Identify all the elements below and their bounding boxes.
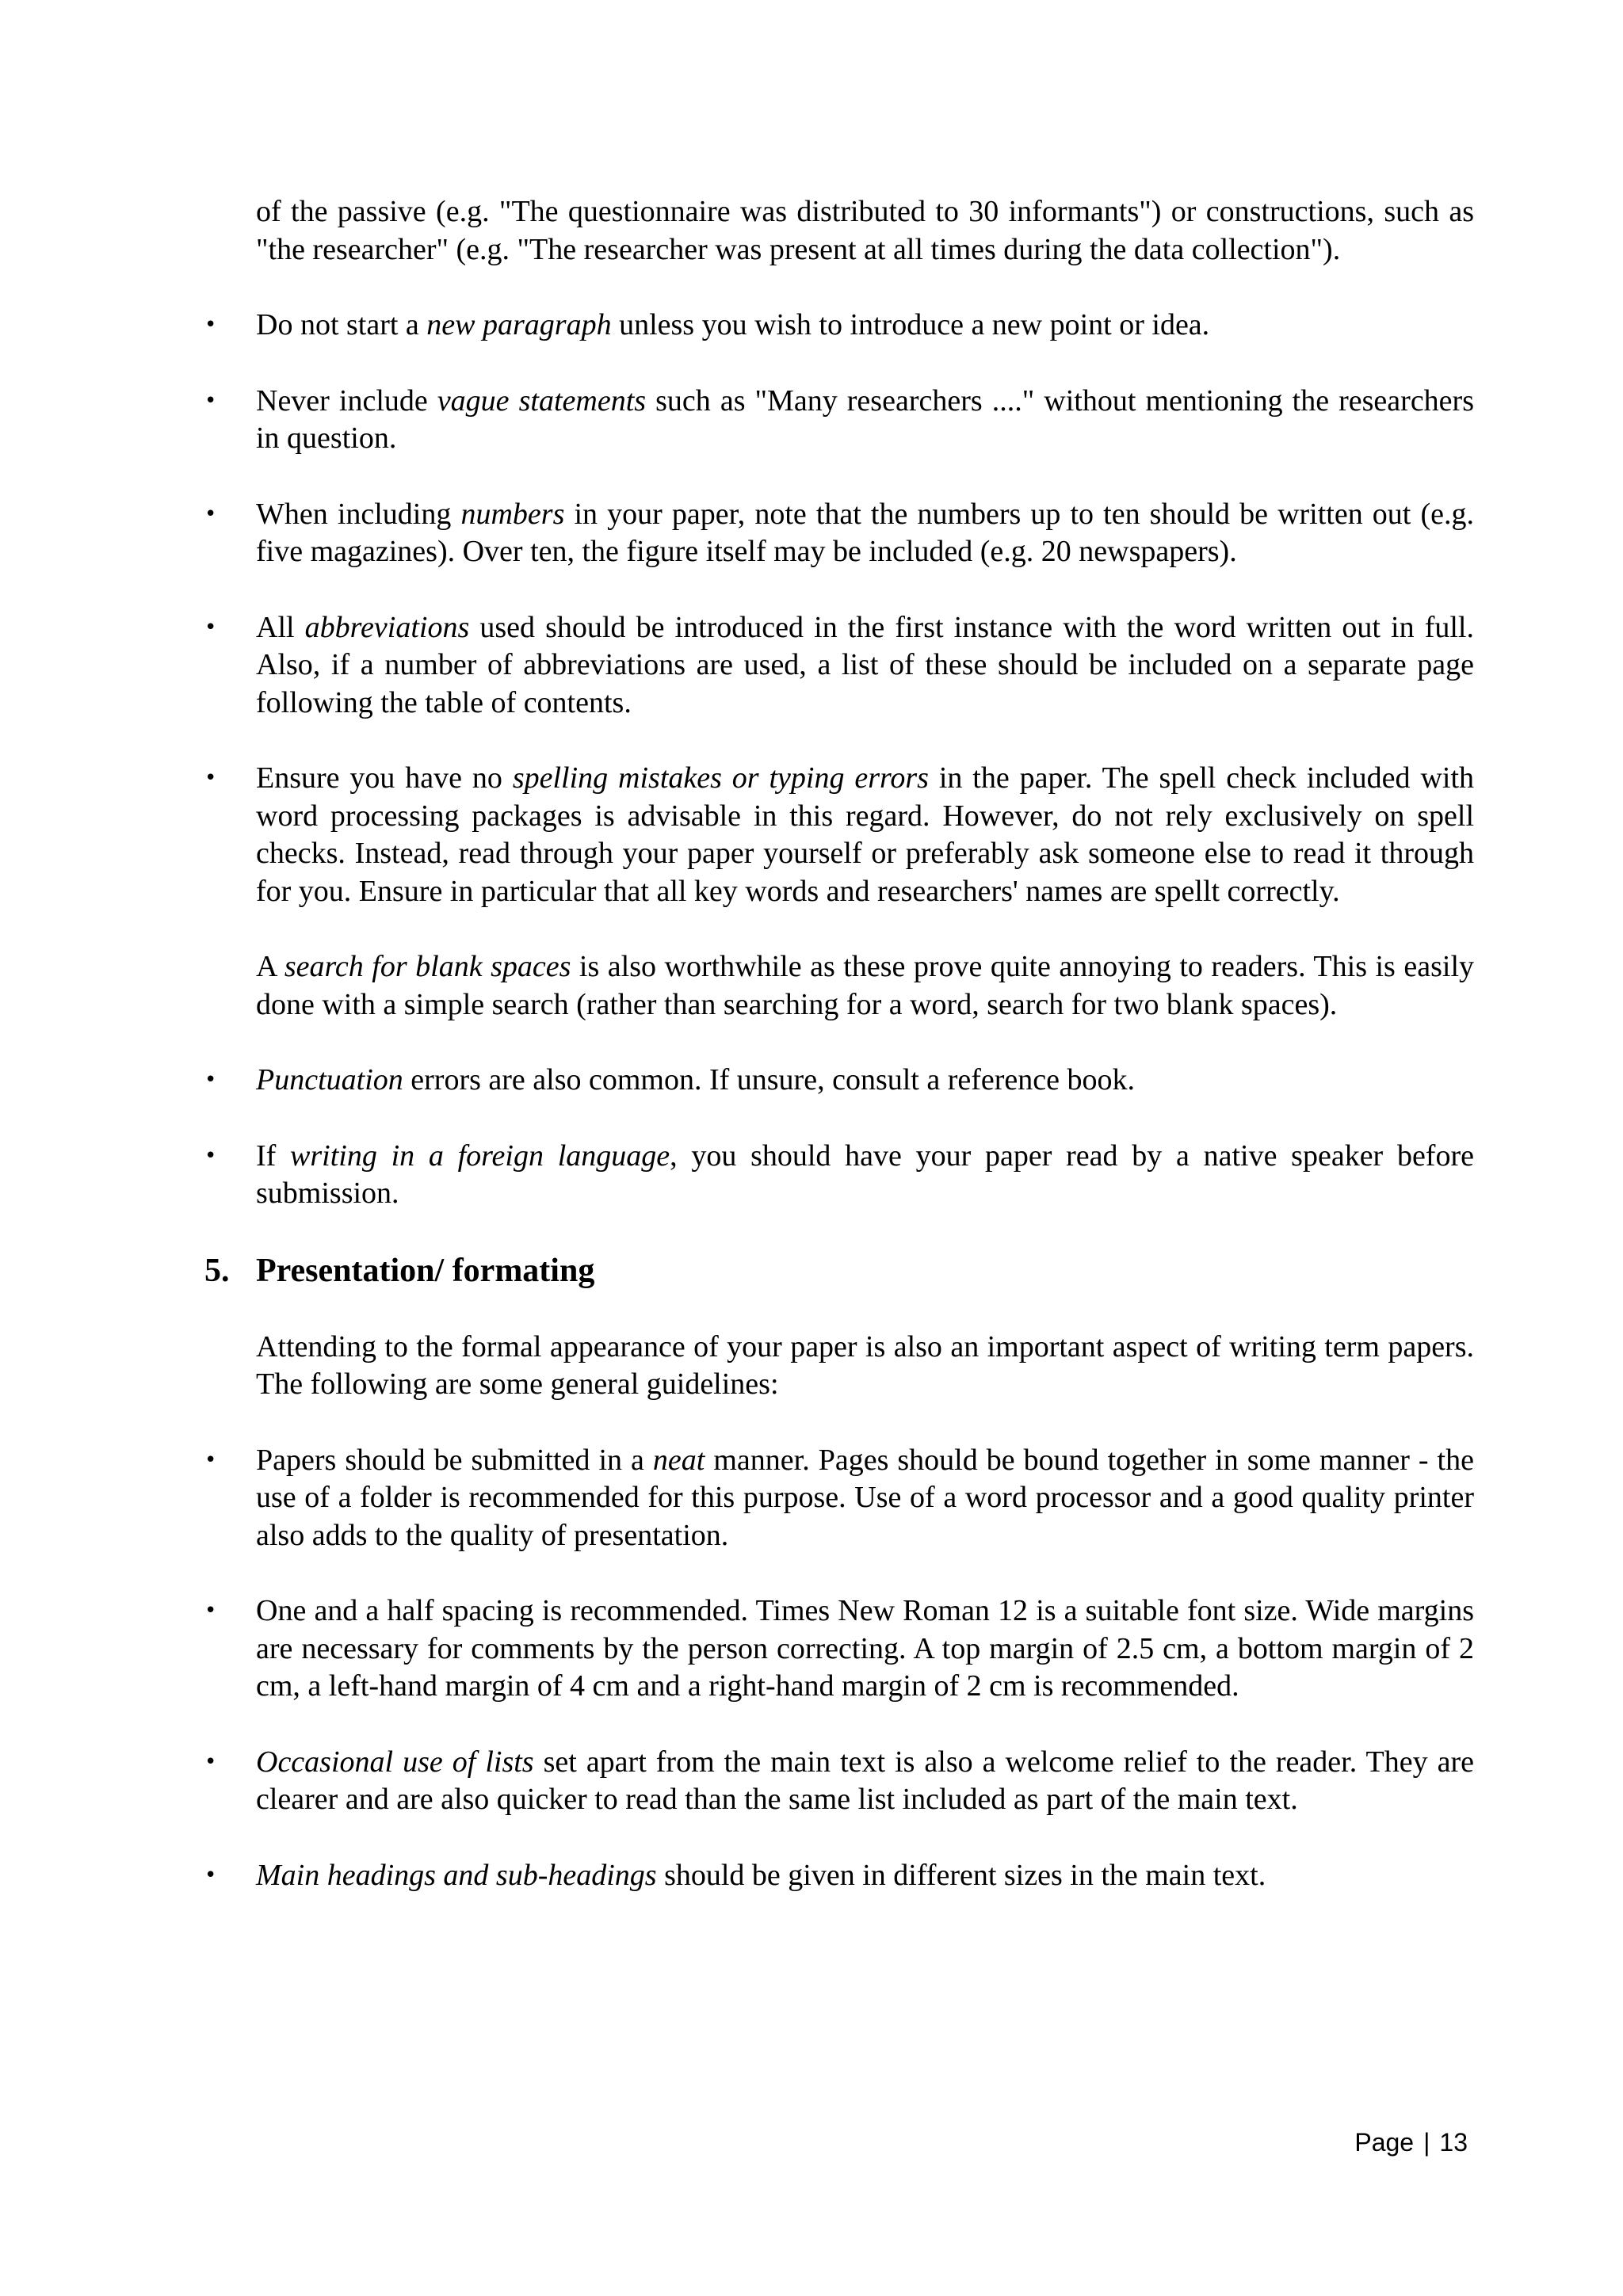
bullet-icon: •: [204, 1143, 217, 1168]
continuation-paragraph: of the passive (e.g. "The questionnaire was distributed to 30 informants") or constructions, such as "the researcher" (e.g. "The researcher was present at all times during the data collection").: [256, 195, 1474, 266]
list-item: • If writing in a foreign language, you should have your paper read by a native speaker before submission.: [204, 1138, 1474, 1210]
list-item: • One and a half spacing is recommended. Times New Roman 12 is a suitable font size. Wide margins are necessary for comments by the person correcting. A top margin of 2.5 cm, a bottom margin of 2 cm, a left-hand margin of 4 cm and a right-hand margin of 2 cm is recommended.: [204, 1594, 1474, 1703]
section-number: 5.: [204, 1252, 230, 1289]
page-label: Page: [1354, 2128, 1415, 2157]
page-number: 13: [1439, 2128, 1468, 2157]
bullet-icon: •: [204, 1599, 217, 1623]
list-item: • Punctuation errors are also common. If unsure, consult a reference book.: [256, 1062, 1474, 1100]
section-heading: [204, 1251, 1474, 1291]
list-item-continuation: A search for blank spaces is also worthwhile as these prove quite annoying to readers. This is easily done with a simple search (rather than searching for a word, search for two blank spaces).: [256, 950, 1474, 1021]
list-item: • All abbreviations used should be introduced in the first instance with the word written out in full. Also, if a number of abbreviations are used, a list of these should be included on a separate page following the table of contents.: [204, 610, 1474, 719]
bullet-icon: •: [204, 766, 217, 790]
section-title: Presentation/ formating: [256, 1252, 595, 1289]
list-item: • Occasional use of lists set apart from the main text is also a welcome relief to the reader. They are clearer and are also quicker to read than the same list included as part of the main text.: [204, 1745, 1474, 1816]
bullet-list-1: [204, 307, 1474, 1213]
bullet-icon: •: [204, 502, 217, 526]
bullet-icon: •: [204, 313, 217, 337]
list-item: • Never include vague statements such as "Many researchers ...." without mentioning the researchers in question.: [204, 383, 1474, 455]
section-intro: Attending to the formal appearance of your paper is also an important aspect of writing term papers. The following are some general guidelines:: [256, 1329, 1474, 1401]
bullet-list-2: [204, 1442, 1474, 1895]
list-item: • When including numbers in your paper, note that the numbers up to ten should be written out (e.g. five magazines). Over ten, the figure itself may be included (e.g. 20 newspapers).: [204, 497, 1474, 568]
bullet-icon: •: [204, 1863, 217, 1887]
list-item: • Ensure you have no spelling mistakes or typing errors in the paper. The spell check included with word processing packages is advisable in this regard. However, do not rely exclusively on spell checks. Instead, read through your paper yourself or preferably ask someone else to read it through for you. Ensure in particular that all key words and researchers' names are spellt correctly. A search for blank spaces is also worthwhile as these prove quite annoying to readers. This is easily done with a simple search (rather than searching for a word, search for two blank spaces).: [256, 760, 1474, 1024]
page-footer: [1354, 2128, 1468, 2157]
bullet-icon: •: [204, 1749, 217, 1774]
page-content: [204, 193, 1474, 1932]
list-item: • Main headings and sub-headings should be given in different sizes in the main text.: [256, 1857, 1474, 1895]
bullet-icon: •: [204, 1068, 217, 1092]
bullet-icon: •: [204, 388, 217, 413]
bullet-icon: •: [204, 1447, 217, 1472]
footer-separator: |: [1423, 2128, 1430, 2157]
list-item: • Papers should be submitted in a neat manner. Pages should be bound together in some manner - the use of a folder is recommended for this purpose. Use of a word processor and a good quality printer also adds to the quality of presentation.: [204, 1443, 1474, 1552]
bullet-icon: •: [204, 615, 217, 639]
list-item: • Do not start a new paragraph unless you wish to introduce a new point or idea.: [256, 307, 1474, 345]
